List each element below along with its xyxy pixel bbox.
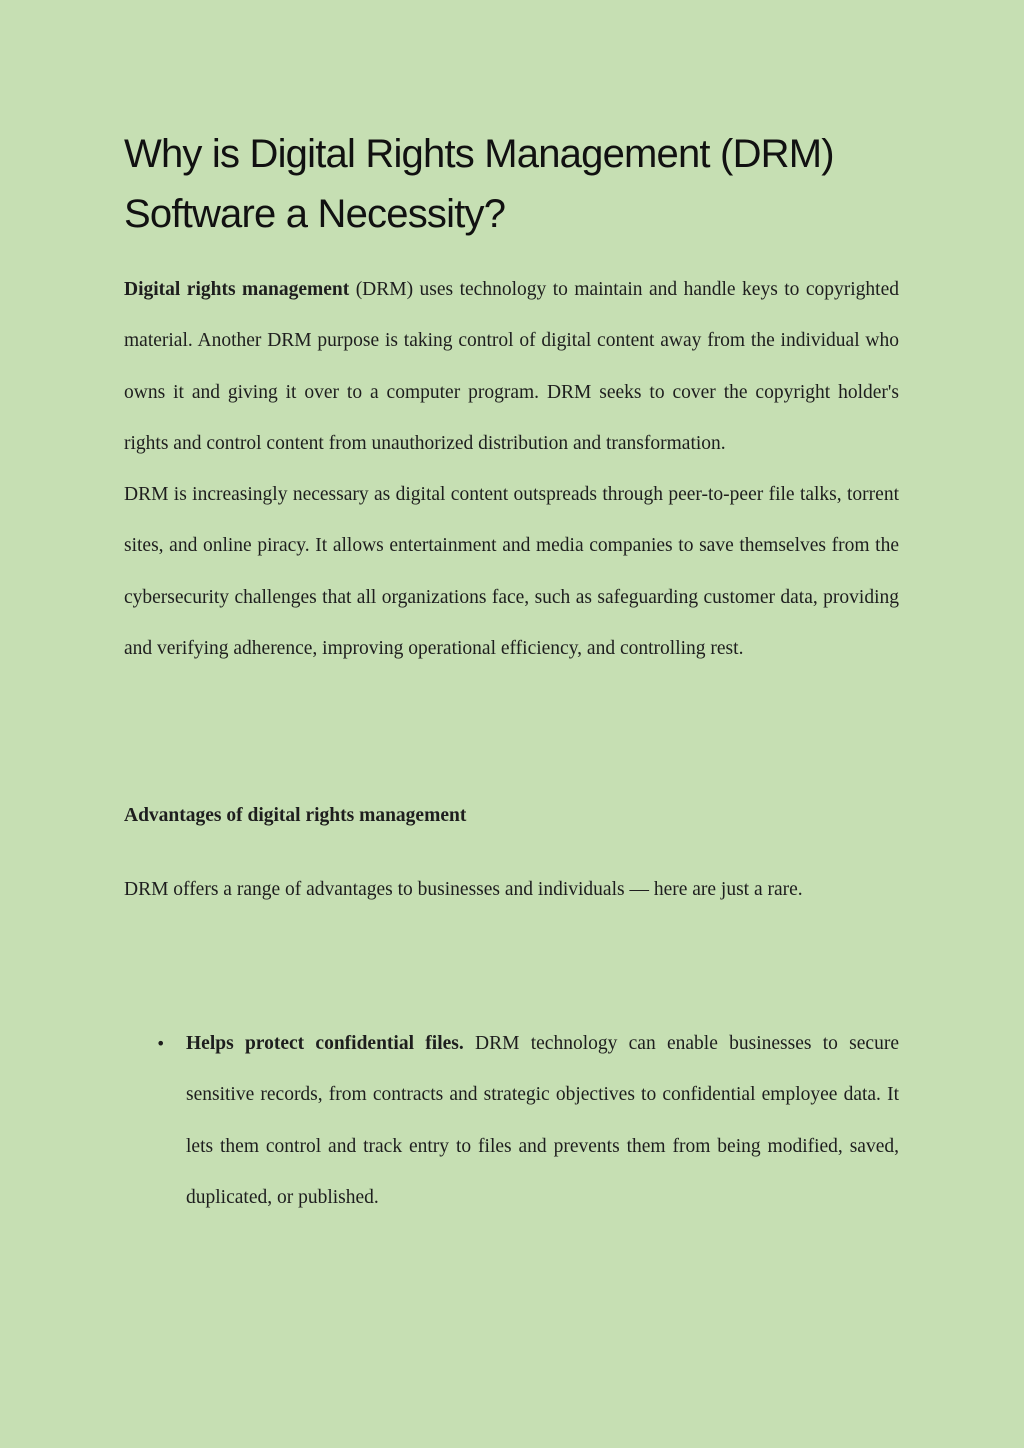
intro-text: (DRM) uses technology to maintain and handle keys to copyrighted material. Another DRM purpose is taking control of digital content away from the individual who owns it and giving it over to a computer program. DRM seeks to cover the copyright holder's rights and control content from unauthorized distribution and transformation.	[124, 279, 900, 454]
advantages-list	[124, 1018, 899, 1223]
necessity-paragraph: DRM is increasingly necessary as digital content outspreads through peer-to-peer file talks, torrent sites, and online piracy. It allows entertainment and media companies to save themselves from the cybersecurity challenges that all organizations face, such as safeguarding customer data, providing and verifying adherence, improving operational efficiency, and controlling rest.	[124, 484, 899, 660]
offers-paragraph: DRM offers a range of advantages to businesses and individuals — here are just a rare.	[124, 879, 803, 900]
list-item	[124, 1018, 899, 1223]
list-item-rest: DRM technology can enable businesses to secure sensitive records, from contracts and strategic objectives to confidential employee data. It lets them control and track entry to files and prevents them from being modified, saved, duplicated, or published.	[186, 1033, 899, 1208]
bullet-icon: •	[156, 1034, 166, 1053]
intro-bold-term: Digital rights management	[124, 279, 350, 300]
list-item-bold: Helps protect confidential files.	[186, 1033, 464, 1054]
list-item-text	[186, 1018, 899, 1223]
page-title: Why is Digital Rights Management (DRM) Software a Necessity?	[124, 132, 834, 236]
advantages-heading: Advantages of digital rights management	[124, 805, 467, 826]
intro-paragraph	[124, 264, 899, 469]
document-page	[124, 124, 900, 1208]
